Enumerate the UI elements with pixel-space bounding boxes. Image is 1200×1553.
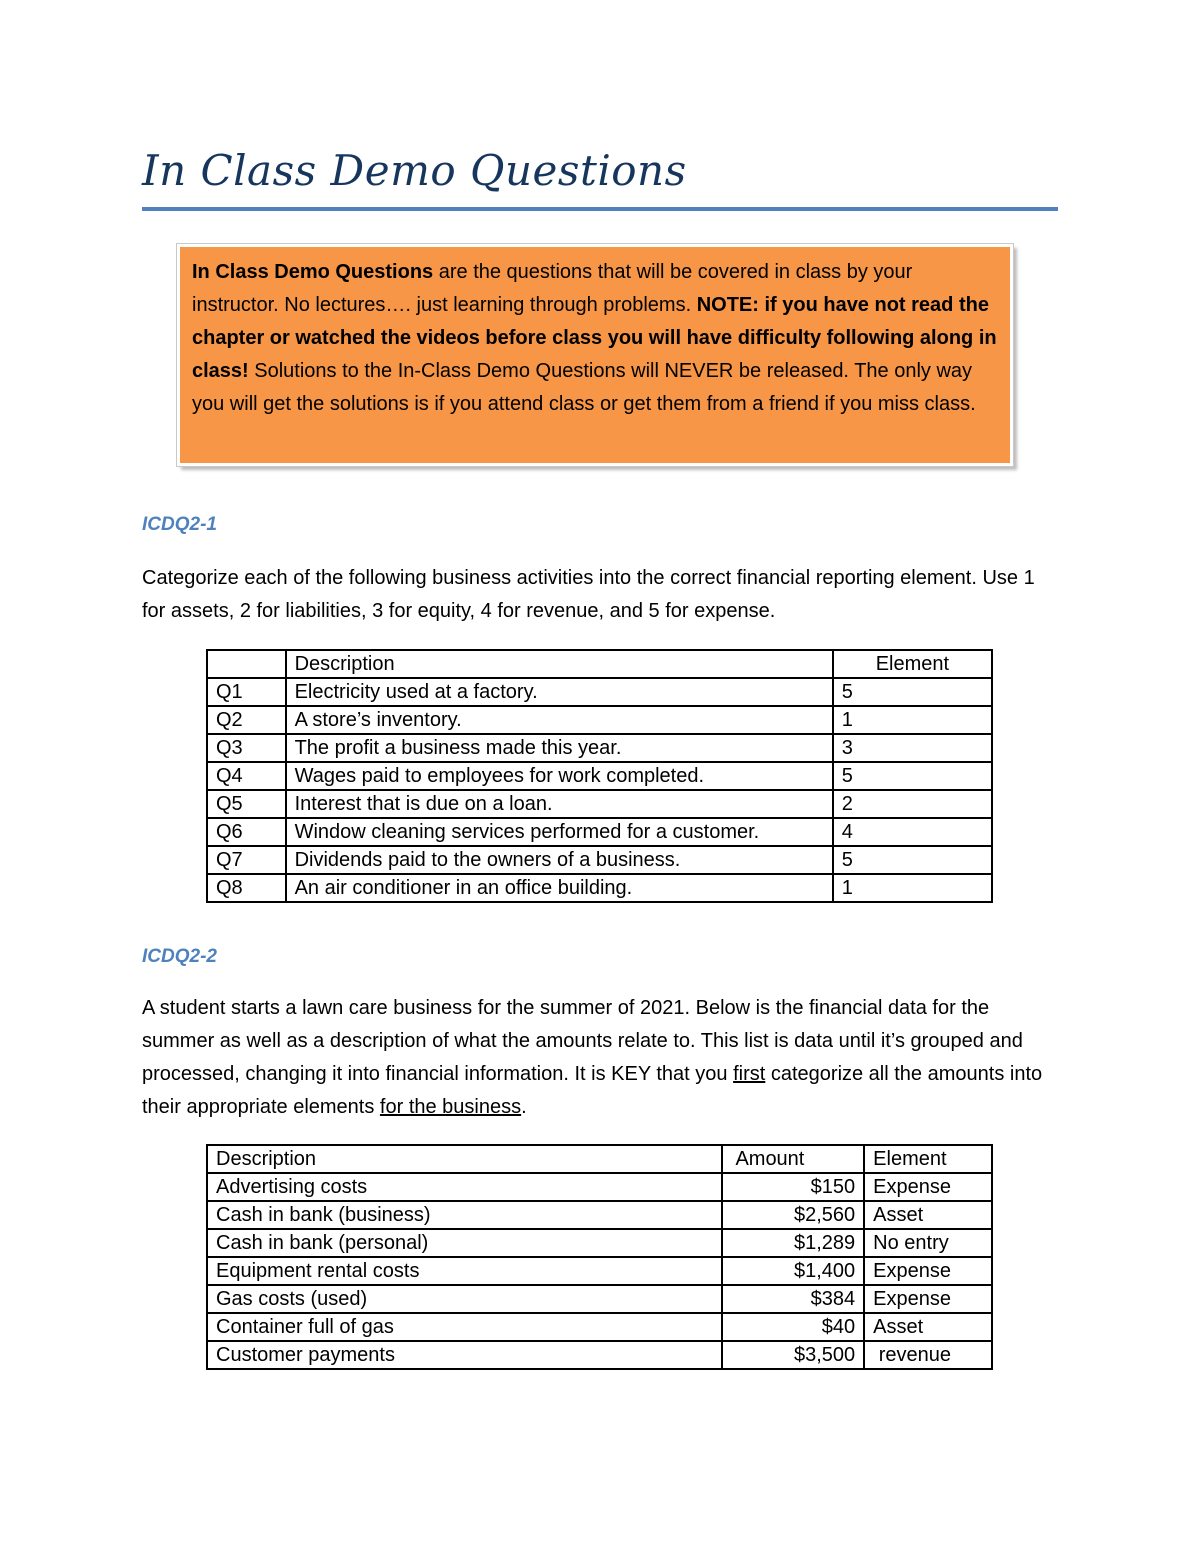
row-element: 4 bbox=[833, 818, 992, 846]
table-row bbox=[207, 706, 992, 734]
table-row bbox=[207, 1229, 992, 1257]
callout-note: NOTE: if you have not read the chapter or watched the videos before class you will have difficulty following along in class! bbox=[192, 294, 997, 382]
header-cell: Element bbox=[864, 1145, 992, 1173]
row-element: Asset bbox=[864, 1313, 992, 1341]
table-header-row bbox=[207, 1145, 992, 1173]
row-amount: $1,289 bbox=[722, 1229, 864, 1257]
row-element: 5 bbox=[833, 678, 992, 706]
table-row bbox=[207, 1341, 992, 1369]
q2-table bbox=[206, 1144, 993, 1370]
row-id: Q3 bbox=[207, 734, 286, 762]
row-description: Equipment rental costs bbox=[207, 1257, 722, 1285]
row-description: Customer payments bbox=[207, 1341, 722, 1369]
header-cell: Description bbox=[207, 1145, 722, 1173]
table-row bbox=[207, 818, 992, 846]
callout-text-1: are the questions that will be covered in class by your instructor. No lectures…. just learning through problems. bbox=[192, 261, 913, 316]
section-label-q2: ICDQ2-2 bbox=[142, 946, 217, 967]
table-row bbox=[207, 1313, 992, 1341]
row-description: A store’s inventory. bbox=[286, 706, 833, 734]
table-row bbox=[207, 1201, 992, 1229]
row-id: Q6 bbox=[207, 818, 286, 846]
q2-text-c: . bbox=[521, 1096, 527, 1118]
row-description: Advertising costs bbox=[207, 1173, 722, 1201]
table-row bbox=[207, 790, 992, 818]
row-id: Q2 bbox=[207, 706, 286, 734]
row-element: 2 bbox=[833, 790, 992, 818]
row-element: 3 bbox=[833, 734, 992, 762]
row-description: An air conditioner in an office building. bbox=[286, 874, 833, 902]
table-row bbox=[207, 762, 992, 790]
section-label-q1: ICDQ2-1 bbox=[142, 514, 217, 535]
row-element: Expense bbox=[864, 1257, 992, 1285]
callout-lead: In Class Demo Questions bbox=[192, 261, 434, 283]
row-id: Q4 bbox=[207, 762, 286, 790]
header-cell: Amount bbox=[722, 1145, 864, 1173]
info-callout bbox=[177, 244, 1013, 466]
row-element: Expense bbox=[864, 1173, 992, 1201]
q1-instructions: Categorize each of the following business activities into the correct financial reporting element. Use 1 for assets, 2 for liabilities, 3 for equity, 4 for revenue, and 5 for expense. bbox=[142, 567, 1035, 622]
table-row bbox=[207, 1173, 992, 1201]
header-cell: Element bbox=[833, 650, 992, 678]
table-row bbox=[207, 1257, 992, 1285]
q2-instructions bbox=[142, 992, 1062, 1124]
row-id: Q5 bbox=[207, 790, 286, 818]
row-description: The profit a business made this year. bbox=[286, 734, 833, 762]
table-row bbox=[207, 1285, 992, 1313]
q2-underline-first: first bbox=[733, 1063, 766, 1085]
table-row bbox=[207, 734, 992, 762]
row-amount: $40 bbox=[722, 1313, 864, 1341]
header-cell bbox=[207, 650, 286, 678]
row-id: Q8 bbox=[207, 874, 286, 902]
table-header-row bbox=[207, 650, 992, 678]
row-element: No entry bbox=[864, 1229, 992, 1257]
row-description: Interest that is due on a loan. bbox=[286, 790, 833, 818]
header-cell: Description bbox=[286, 650, 833, 678]
table-row bbox=[207, 678, 992, 706]
row-description: Cash in bank (business) bbox=[207, 1201, 722, 1229]
row-element: revenue bbox=[864, 1341, 992, 1369]
row-description: Cash in bank (personal) bbox=[207, 1229, 722, 1257]
row-id: Q7 bbox=[207, 846, 286, 874]
page-title: In Class Demo Questions bbox=[142, 146, 687, 195]
q1-table bbox=[206, 649, 993, 903]
row-amount: $150 bbox=[722, 1173, 864, 1201]
title-rule bbox=[142, 207, 1058, 211]
row-amount: $2,560 bbox=[722, 1201, 864, 1229]
row-element: 1 bbox=[833, 706, 992, 734]
row-id: Q1 bbox=[207, 678, 286, 706]
row-description: Electricity used at a factory. bbox=[286, 678, 833, 706]
row-element: Expense bbox=[864, 1285, 992, 1313]
row-element: 5 bbox=[833, 846, 992, 874]
callout-text-2: Solutions to the In-Class Demo Questions will NEVER be released. The only way you will get the solutions is if you attend class or get them from a friend if you miss class. bbox=[192, 360, 976, 415]
row-amount: $1,400 bbox=[722, 1257, 864, 1285]
row-amount: $384 bbox=[722, 1285, 864, 1313]
row-element: 5 bbox=[833, 762, 992, 790]
row-element: 1 bbox=[833, 874, 992, 902]
row-description: Container full of gas bbox=[207, 1313, 722, 1341]
q2-underline-business: for the business bbox=[379, 1096, 522, 1118]
row-description: Dividends paid to the owners of a business. bbox=[286, 846, 833, 874]
row-description: Gas costs (used) bbox=[207, 1285, 722, 1313]
row-description: Wages paid to employees for work completed. bbox=[286, 762, 833, 790]
row-element: Asset bbox=[864, 1201, 992, 1229]
row-description: Window cleaning services performed for a customer. bbox=[286, 818, 833, 846]
q2-text-a: A student starts a lawn care business for the summer of 2021. Below is the financial data for the summer as well as a description of what the amounts relate to. This list is data until it’s grouped and processed, changing it into financial information. It is KEY that you bbox=[142, 997, 1023, 1085]
row-amount: $3,500 bbox=[722, 1341, 864, 1369]
table-row bbox=[207, 846, 992, 874]
table-row bbox=[207, 874, 992, 902]
q2-text-b: categorize all the amounts into their appropriate elements bbox=[142, 1063, 1043, 1118]
